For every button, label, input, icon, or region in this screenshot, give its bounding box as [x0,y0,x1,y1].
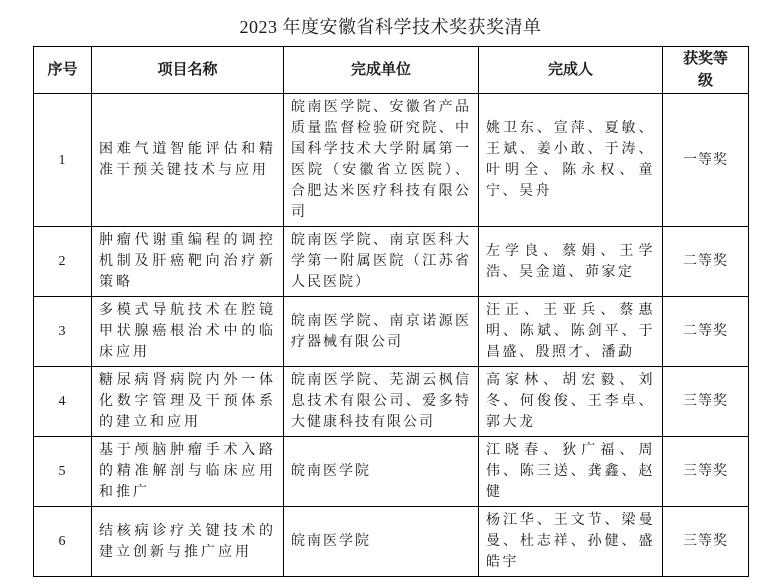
cell-unit: 皖南医学院 [284,437,479,507]
cell-people: 高家林、胡宏毅、刘冬、何俊俊、王李卓、郭大龙 [479,367,663,437]
cell-no: 3 [34,297,92,367]
table-row [34,297,749,367]
cell-people: 左学良、蔡娟、王学浩、吴金道、茆家定 [479,227,663,297]
cell-people: 姚卫东、宣萍、夏敏、王斌、姜小敢、于涛、叶明全、陈永权、童宁、吴舟 [479,94,663,227]
column-header-award: 获奖等级 [663,47,749,94]
cell-unit: 皖南医学院 [284,507,479,577]
table-header-row [34,47,749,94]
table-row [34,367,749,437]
cell-award: 二等奖 [663,227,749,297]
cell-project: 多模式导航技术在腔镜甲状腺癌根治术中的临床应用 [92,297,284,367]
column-header-people: 完成人 [479,47,663,94]
cell-unit: 皖南医学院、南京医科大学第一附属医院（江苏省人民医院） [284,227,479,297]
column-header-no: 序号 [34,47,92,94]
cell-unit: 皖南医学院、安徽省产品质量监督检验研究院、中国科学技术大学附属第一医院（安徽省立医院）、合肥达米医疗科技有限公司 [284,94,479,227]
cell-no: 6 [34,507,92,577]
column-header-unit: 完成单位 [284,47,479,94]
page-title: 2023 年度安徽省科学技术奖获奖清单 [239,17,542,37]
table-row [34,94,749,227]
cell-award: 一等奖 [663,94,749,227]
table-row [34,507,749,577]
cell-project: 结核病诊疗关键技术的建立创新与推广应用 [92,507,284,577]
cell-project: 困难气道智能评估和精准干预关键技术与应用 [92,94,284,227]
cell-people: 江晓春、狄广福、周伟、陈三送、龚鑫、赵健 [479,437,663,507]
cell-no: 1 [34,94,92,227]
cell-award: 二等奖 [663,297,749,367]
cell-no: 4 [34,367,92,437]
cell-no: 5 [34,437,92,507]
cell-award: 三等奖 [663,367,749,437]
awards-table [33,46,749,577]
cell-unit: 皖南医学院、南京诺源医疗器械有限公司 [284,297,479,367]
cell-unit: 皖南医学院、芜湖云枫信息技术有限公司、爱多特大健康科技有限公司 [284,367,479,437]
cell-people: 汪正、王亚兵、蔡惠明、陈斌、陈剑平、于昌盛、殷照才、潘勐 [479,297,663,367]
document-page [0,13,781,587]
cell-project: 糖尿病肾病院内外一体化数字管理及干预体系的建立和应用 [92,367,284,437]
cell-people: 杨江华、王文节、梁曼曼、杜志祥、孙健、盛皓宇 [479,507,663,577]
table-row [34,227,749,297]
column-header-project: 项目名称 [92,47,284,94]
cell-project: 肿瘤代谢重编程的调控机制及肝癌靶向治疗新策略 [92,227,284,297]
cell-no: 2 [34,227,92,297]
cell-award: 三等奖 [663,437,749,507]
table-row [34,437,749,507]
cell-award: 三等奖 [663,507,749,577]
cell-project: 基于颅脑肿瘤手术入路的精准解剖与临床应用和推广 [92,437,284,507]
